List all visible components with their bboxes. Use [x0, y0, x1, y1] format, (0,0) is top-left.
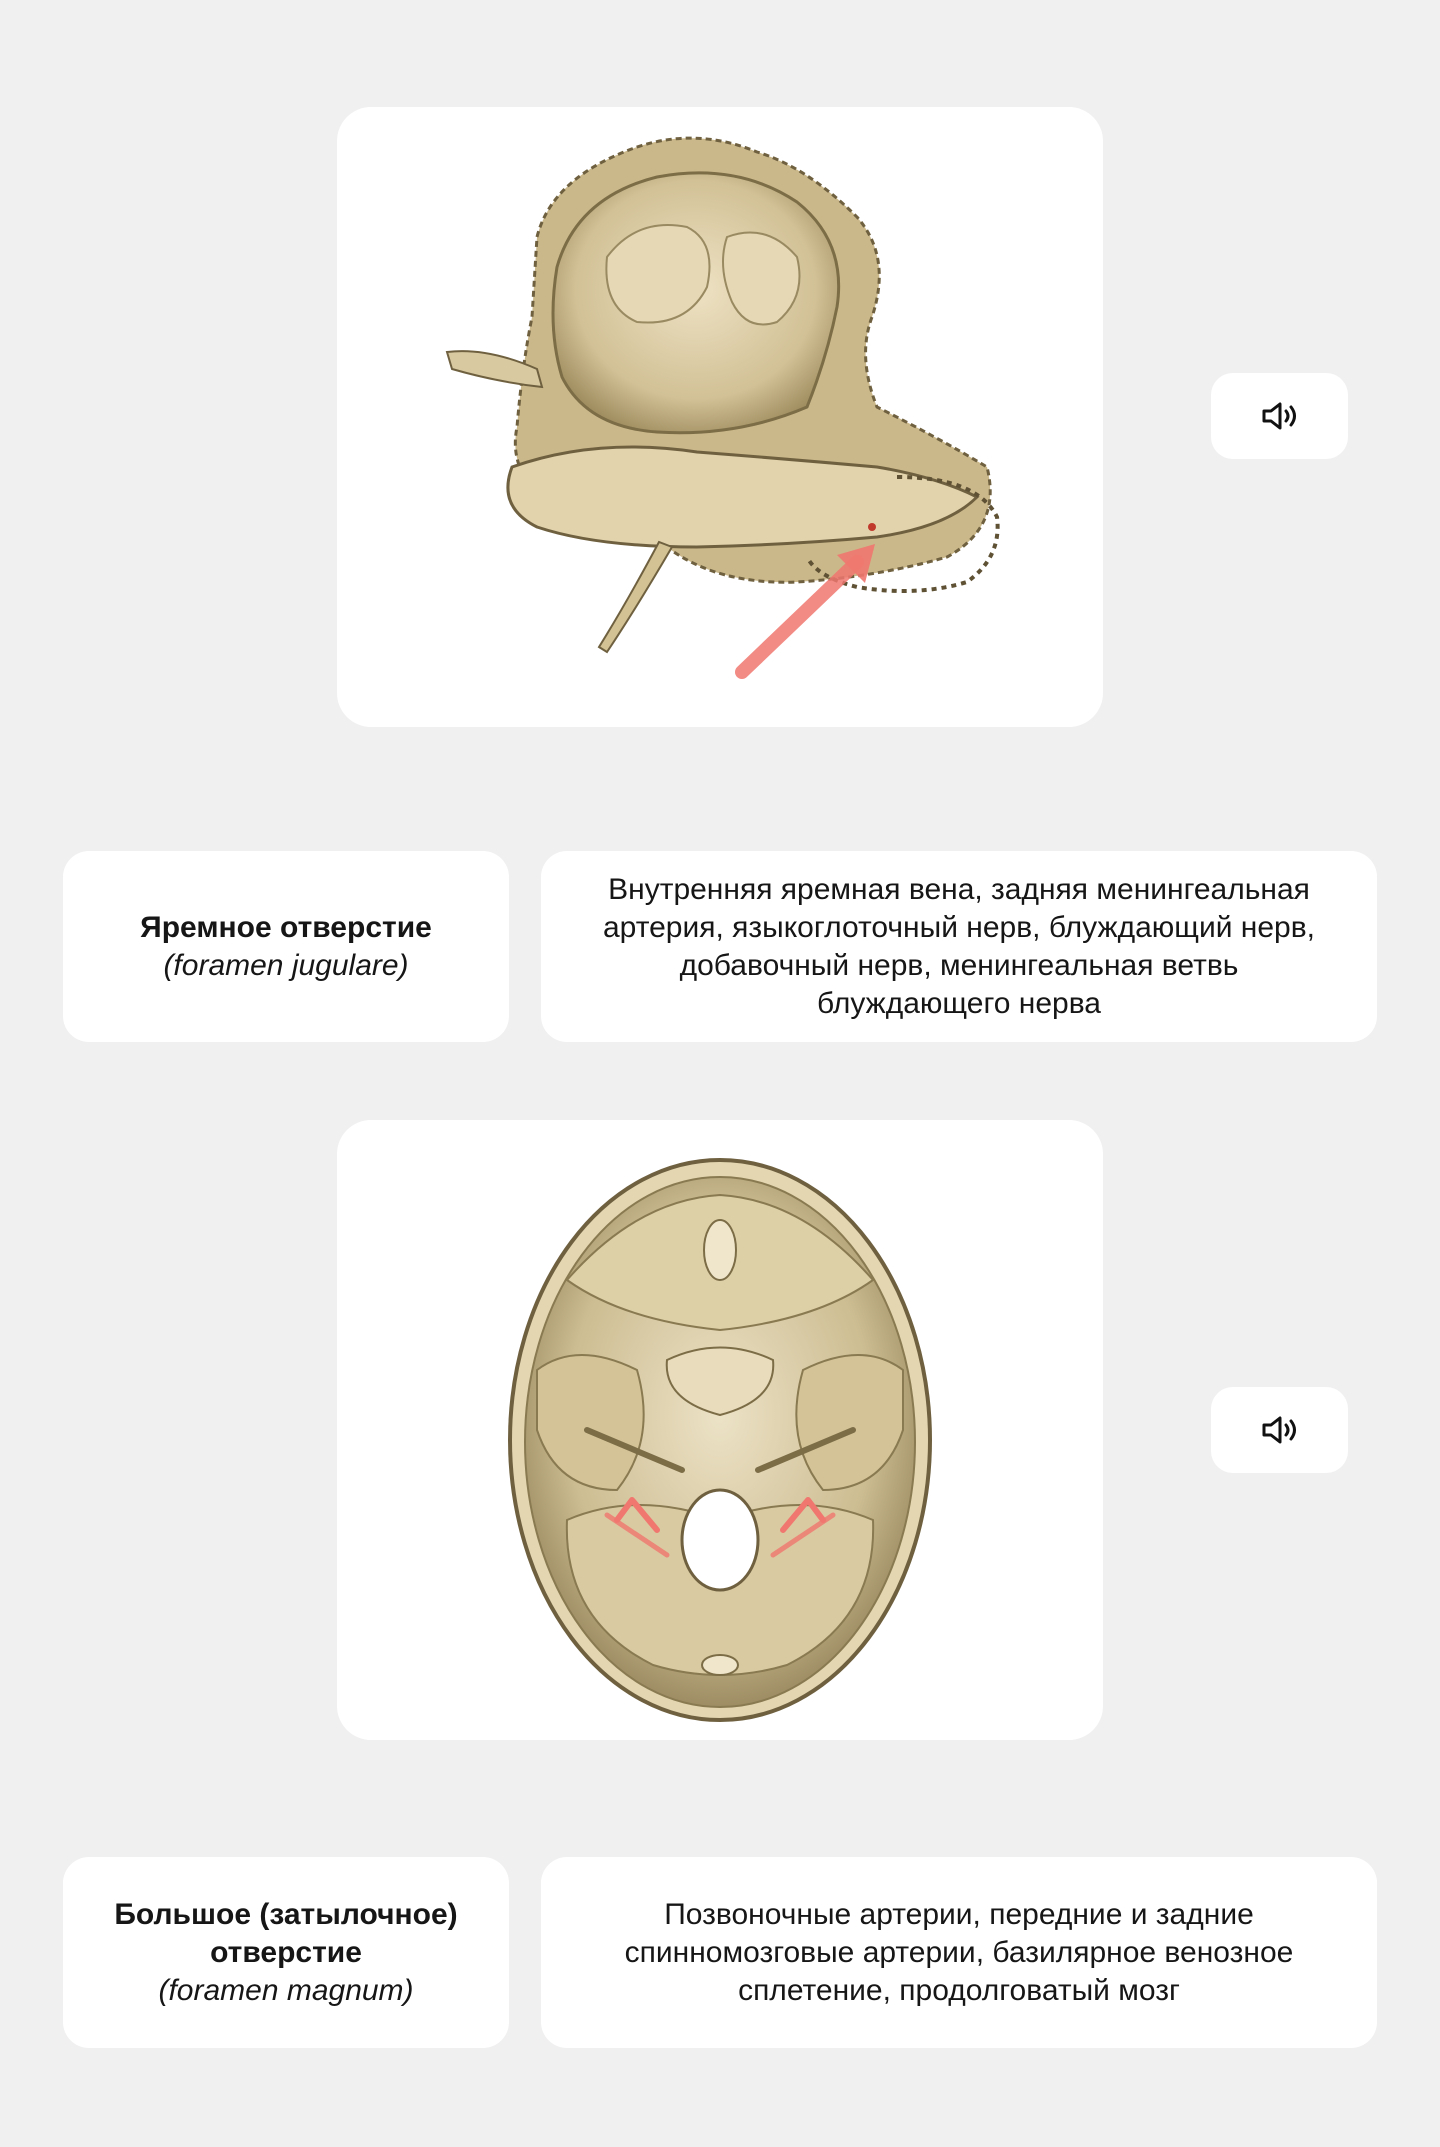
speaker-icon: [1260, 400, 1300, 432]
description-text: Позвоночные артерии, передние и задние спинномозговые артерии, базилярное венозное сплетение, продолговатый мозг: [624, 1897, 1294, 2007]
term-latin-name: (foramen magnum): [158, 1973, 414, 2007]
skull-base-illustration: [337, 1120, 1103, 1740]
temporal-bone-illustration: [337, 107, 1103, 727]
temporal-bone-image-card: [337, 107, 1103, 727]
play-audio-button[interactable]: [1211, 1387, 1348, 1473]
description-text: Внутренняя яремная вена, задняя менингеальная артерия, языкоглоточный нерв, блуждающий нерв, добавочный нерв, менингеальная ветвь блуждающего нерва: [602, 872, 1316, 1020]
term-name: Яремное отверстие: [140, 910, 432, 944]
term-card: [63, 1857, 509, 2048]
term-name: Большое (затылочное) отверстие: [114, 1897, 458, 1969]
description-card: [541, 1857, 1377, 2048]
speaker-icon: [1260, 1414, 1300, 1446]
term-card: [63, 851, 509, 1042]
description-card: [541, 851, 1377, 1042]
term-latin-name: (foramen jugulare): [163, 948, 409, 982]
play-audio-button[interactable]: [1211, 373, 1348, 459]
skull-base-image-card: [337, 1120, 1103, 1740]
